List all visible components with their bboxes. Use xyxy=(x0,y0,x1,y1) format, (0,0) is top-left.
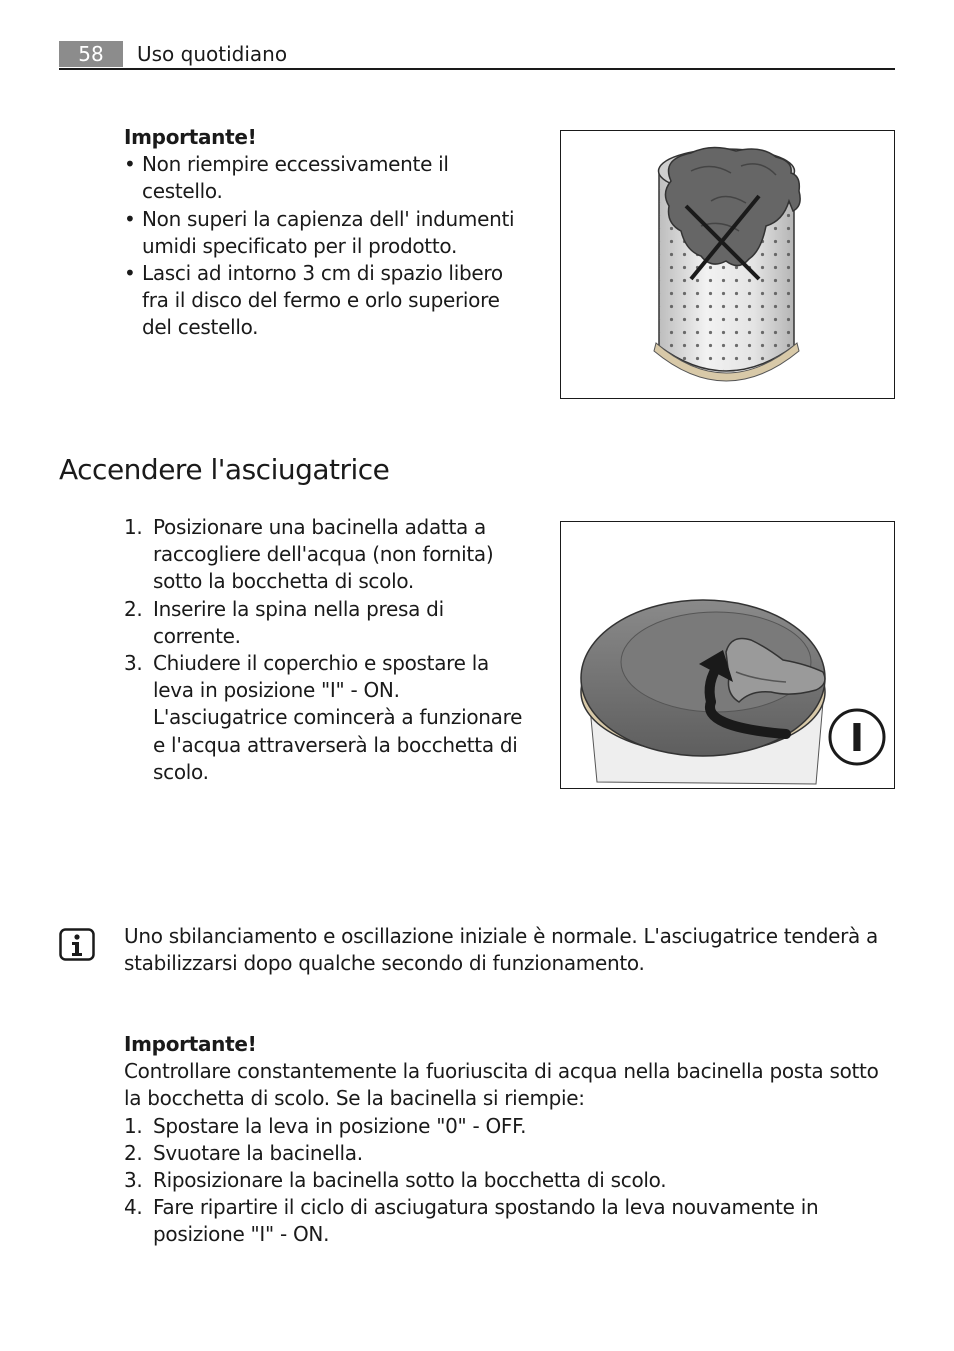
step-text: Svuotare la bacinella. xyxy=(153,1140,363,1165)
warning-bullet: • Non superi la capienza dell' indumenti umidi specificato per il prodotto. xyxy=(124,206,534,260)
warning-bullet: • Lasci ad intorno 3 cm di spazio libero fra il disco del fermo e orlo superiore del cestello. xyxy=(124,260,534,342)
section-heading: Accendere l'asciugatrice xyxy=(59,453,390,486)
overflow-steps-list xyxy=(124,1113,900,1249)
info-icon xyxy=(59,928,95,961)
warning-block-1 xyxy=(124,124,534,342)
warning-title-1: Importante! xyxy=(124,125,257,149)
step-text: Chiudere il coperchio e spostare la leva in posizione "I" - ON. L'asciugatrice comincerà a funzionare e l'acqua attraverserà la bocchetta di scolo. xyxy=(153,651,523,784)
step-item xyxy=(124,1140,900,1167)
step-text: Inserire la spina nella presa di corrente. xyxy=(153,596,444,648)
step-text: Fare ripartire il ciclo di asciugatura spostando la leva nouvamente in posizione "I" - ON. xyxy=(153,1195,819,1247)
step-item xyxy=(124,1194,900,1248)
step-number: 2. xyxy=(124,1140,143,1165)
warning-bullet-list xyxy=(124,151,534,341)
step-number: 1. xyxy=(124,515,143,539)
warning-title-2: Importante! xyxy=(124,1032,257,1056)
page-number: 58 xyxy=(59,41,123,67)
overfilled-basket-figure xyxy=(560,130,895,399)
overfilled-basket-illustration xyxy=(561,131,893,397)
warning-bullet: • Non riempire eccessivamente il cestello. xyxy=(124,151,534,205)
step-item xyxy=(124,514,534,596)
step-text: Spostare la leva in posizione "0" - OFF. xyxy=(153,1113,527,1138)
step-number: 3. xyxy=(124,1168,143,1193)
step-number: 1. xyxy=(124,1113,143,1138)
step-number: 4. xyxy=(124,1195,143,1220)
switch-on-symbol: I xyxy=(849,716,865,760)
startup-steps-list xyxy=(124,514,534,786)
lid-lever-on-illustration xyxy=(561,522,893,787)
step-number: 2. xyxy=(124,596,143,621)
step-item xyxy=(124,650,534,786)
step-item xyxy=(124,1167,900,1194)
warning-block-2 xyxy=(124,1031,900,1249)
lid-lever-figure xyxy=(560,521,895,789)
header-rule xyxy=(59,68,895,70)
info-note-text: Uno sbilanciamento e oscillazione iniziale è normale. L'asciugatrice tenderà a stabilizzarsi dopo qualche secondo di funzionamento. xyxy=(124,924,879,976)
step-text: Riposizionare la bacinella sotto la bocchetta di scolo. xyxy=(153,1168,667,1193)
step-text: Posizionare una bacinella adatta a raccogliere dell'acqua (non fornita) sotto la bocchetta di scolo. xyxy=(153,515,494,594)
warning-intro: Controllare constantemente la fuoriuscita di acqua nella bacinella posta sotto la bocchetta di scolo. Se la bacinella si riempie: xyxy=(124,1059,879,1111)
step-item xyxy=(124,596,534,650)
section-title: Uso quotidiano xyxy=(137,42,288,66)
step-number: 3. xyxy=(124,651,143,676)
step-item xyxy=(124,1113,900,1140)
